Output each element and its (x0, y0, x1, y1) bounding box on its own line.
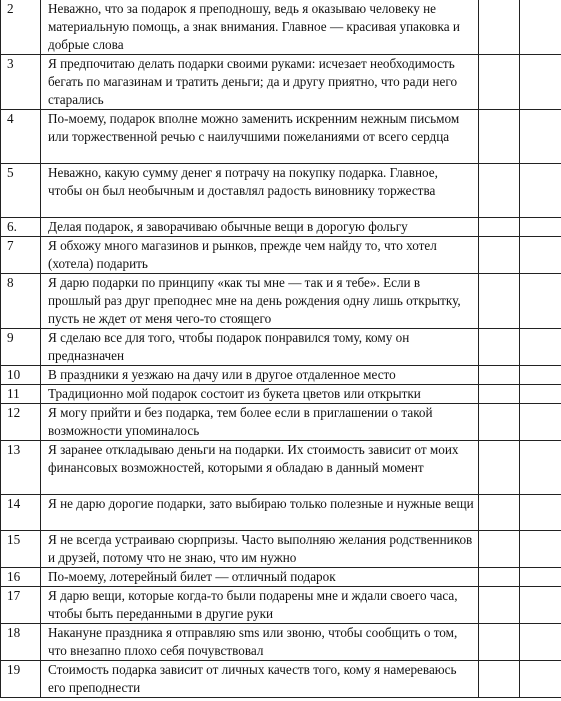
row-number: 6. (1, 218, 41, 237)
answer-cell-2[interactable] (520, 624, 561, 661)
answer-cell-1[interactable] (479, 531, 520, 568)
statement-text: Накануне праздника я отправляю sms или звоню, чтобы сообщить о том, что внезапно плохо себя почувствовал (41, 624, 479, 661)
answer-cell-1[interactable] (479, 218, 520, 237)
answer-cell-2[interactable] (520, 441, 561, 495)
table-row (1, 237, 561, 274)
statement-text: Неважно, какую сумму денег я потрачу на покупку подарка. Главное, чтобы он был необычным и доставлял радость виновнику торжества (41, 164, 479, 218)
answer-cell-2[interactable] (520, 274, 561, 329)
table-row (1, 164, 561, 218)
row-number: 15 (1, 531, 41, 568)
answer-cell-2[interactable] (520, 164, 561, 218)
row-number: 17 (1, 587, 41, 624)
row-number: 12 (1, 404, 41, 441)
statement-text: Я дарю вещи, которые когда-то были подарены мне и ждали своего часа, чтобы быть переданными в другие руки (41, 587, 479, 624)
table-row (1, 0, 561, 55)
table-row (1, 624, 561, 661)
answer-cell-1[interactable] (479, 624, 520, 661)
statement-text: Традиционно мой подарок состоит из букета цветов или открытки (41, 385, 479, 404)
row-number: 10 (1, 366, 41, 385)
statement-text: Я могу прийти и без подарка, тем более если в приглашении о такой возможности упоминалось (41, 404, 479, 441)
row-number: 5 (1, 164, 41, 218)
table-row (1, 55, 561, 110)
answer-cell-1[interactable] (479, 0, 520, 55)
answer-cell-1[interactable] (479, 404, 520, 441)
row-number: 18 (1, 624, 41, 661)
answer-cell-2[interactable] (520, 329, 561, 366)
statement-text: Стоимость подарка зависит от личных качеств того, кому я намереваюсь его преподнести (41, 661, 479, 698)
row-number: 3 (1, 55, 41, 110)
answer-cell-2[interactable] (520, 237, 561, 274)
row-number: 8 (1, 274, 41, 329)
statement-text: Я не дарю дорогие подарки, зато выбираю только полезные и нужные вещи (41, 495, 479, 531)
answer-cell-2[interactable] (520, 0, 561, 55)
answer-cell-2[interactable] (520, 110, 561, 164)
table-row (1, 404, 561, 441)
statement-text: Я обхожу много магазинов и рынков, прежде чем найду то, что хотел (хотела) подарить (41, 237, 479, 274)
answer-cell-1[interactable] (479, 274, 520, 329)
statement-text: Я не всегда устраиваю сюрпризы. Часто выполняю желания родственников и друзей, потому что не знаю, что им нужно (41, 531, 479, 568)
statement-text: Делая подарок, я заворачиваю обычные вещи в дорогую фольгу (41, 218, 479, 237)
answer-cell-2[interactable] (520, 55, 561, 110)
table-row (1, 568, 561, 587)
answer-cell-2[interactable] (520, 404, 561, 441)
answer-cell-2[interactable] (520, 661, 561, 698)
table-row (1, 274, 561, 329)
row-number: 19 (1, 661, 41, 698)
row-number: 13 (1, 441, 41, 495)
table-row (1, 218, 561, 237)
statement-text: Я заранее откладываю деньги на подарки. Их стоимость зависит от моих финансовых возможностей, которыми я обладаю в данный момент (41, 441, 479, 495)
table-row (1, 495, 561, 531)
answer-cell-1[interactable] (479, 55, 520, 110)
answer-cell-2[interactable] (520, 495, 561, 531)
answer-cell-1[interactable] (479, 495, 520, 531)
table-row (1, 329, 561, 366)
answer-cell-1[interactable] (479, 164, 520, 218)
row-number: 11 (1, 385, 41, 404)
row-number: 2 (1, 0, 41, 55)
statement-text: В праздники я уезжаю на дачу или в другое отдаленное место (41, 366, 479, 385)
table-row (1, 441, 561, 495)
answer-cell-2[interactable] (520, 587, 561, 624)
table-row (1, 385, 561, 404)
answer-cell-1[interactable] (479, 568, 520, 587)
row-number: 14 (1, 495, 41, 531)
statement-text: Я сделаю все для того, чтобы подарок понравился тому, кому он предназначен (41, 329, 479, 366)
statement-text: Неважно, что за подарок я преподношу, ведь я оказываю человеку не материальную помощь, а знак внимания. Главное — красивая упаковка и добрые слова (41, 0, 479, 55)
answer-cell-1[interactable] (479, 587, 520, 624)
answer-cell-2[interactable] (520, 385, 561, 404)
answer-cell-2[interactable] (520, 531, 561, 568)
statement-text: Я дарю подарки по принципу «как ты мне — так и я тебе». Если в прошлый раз друг преподнес мне на день рождения одну лишь открытку, пусть не ждет от меня чего-то стоящего (41, 274, 479, 329)
table-row (1, 110, 561, 164)
questionnaire-rows (1, 0, 561, 698)
table-row (1, 366, 561, 385)
statement-text: По-моему, лотерейный билет — отличный подарок (41, 568, 479, 587)
statement-text: Я предпочитаю делать подарки своими руками: исчезает необходимость бегать по магазинам и тратить деньги; да и другу приятно, что ради него старались (41, 55, 479, 110)
row-number: 4 (1, 110, 41, 164)
answer-cell-2[interactable] (520, 218, 561, 237)
answer-cell-2[interactable] (520, 568, 561, 587)
answer-cell-1[interactable] (479, 237, 520, 274)
row-number: 16 (1, 568, 41, 587)
table-row (1, 587, 561, 624)
answer-cell-1[interactable] (479, 366, 520, 385)
answer-cell-1[interactable] (479, 329, 520, 366)
statement-text: По-моему, подарок вполне можно заменить искренним нежным письмом или торжественной речью с наилучшими пожеланиями от всего сердца (41, 110, 479, 164)
answer-cell-1[interactable] (479, 441, 520, 495)
table-row (1, 661, 561, 698)
answer-cell-1[interactable] (479, 385, 520, 404)
answer-cell-1[interactable] (479, 661, 520, 698)
table-row (1, 531, 561, 568)
row-number: 7 (1, 237, 41, 274)
answer-cell-1[interactable] (479, 110, 520, 164)
row-number: 9 (1, 329, 41, 366)
answer-cell-2[interactable] (520, 366, 561, 385)
